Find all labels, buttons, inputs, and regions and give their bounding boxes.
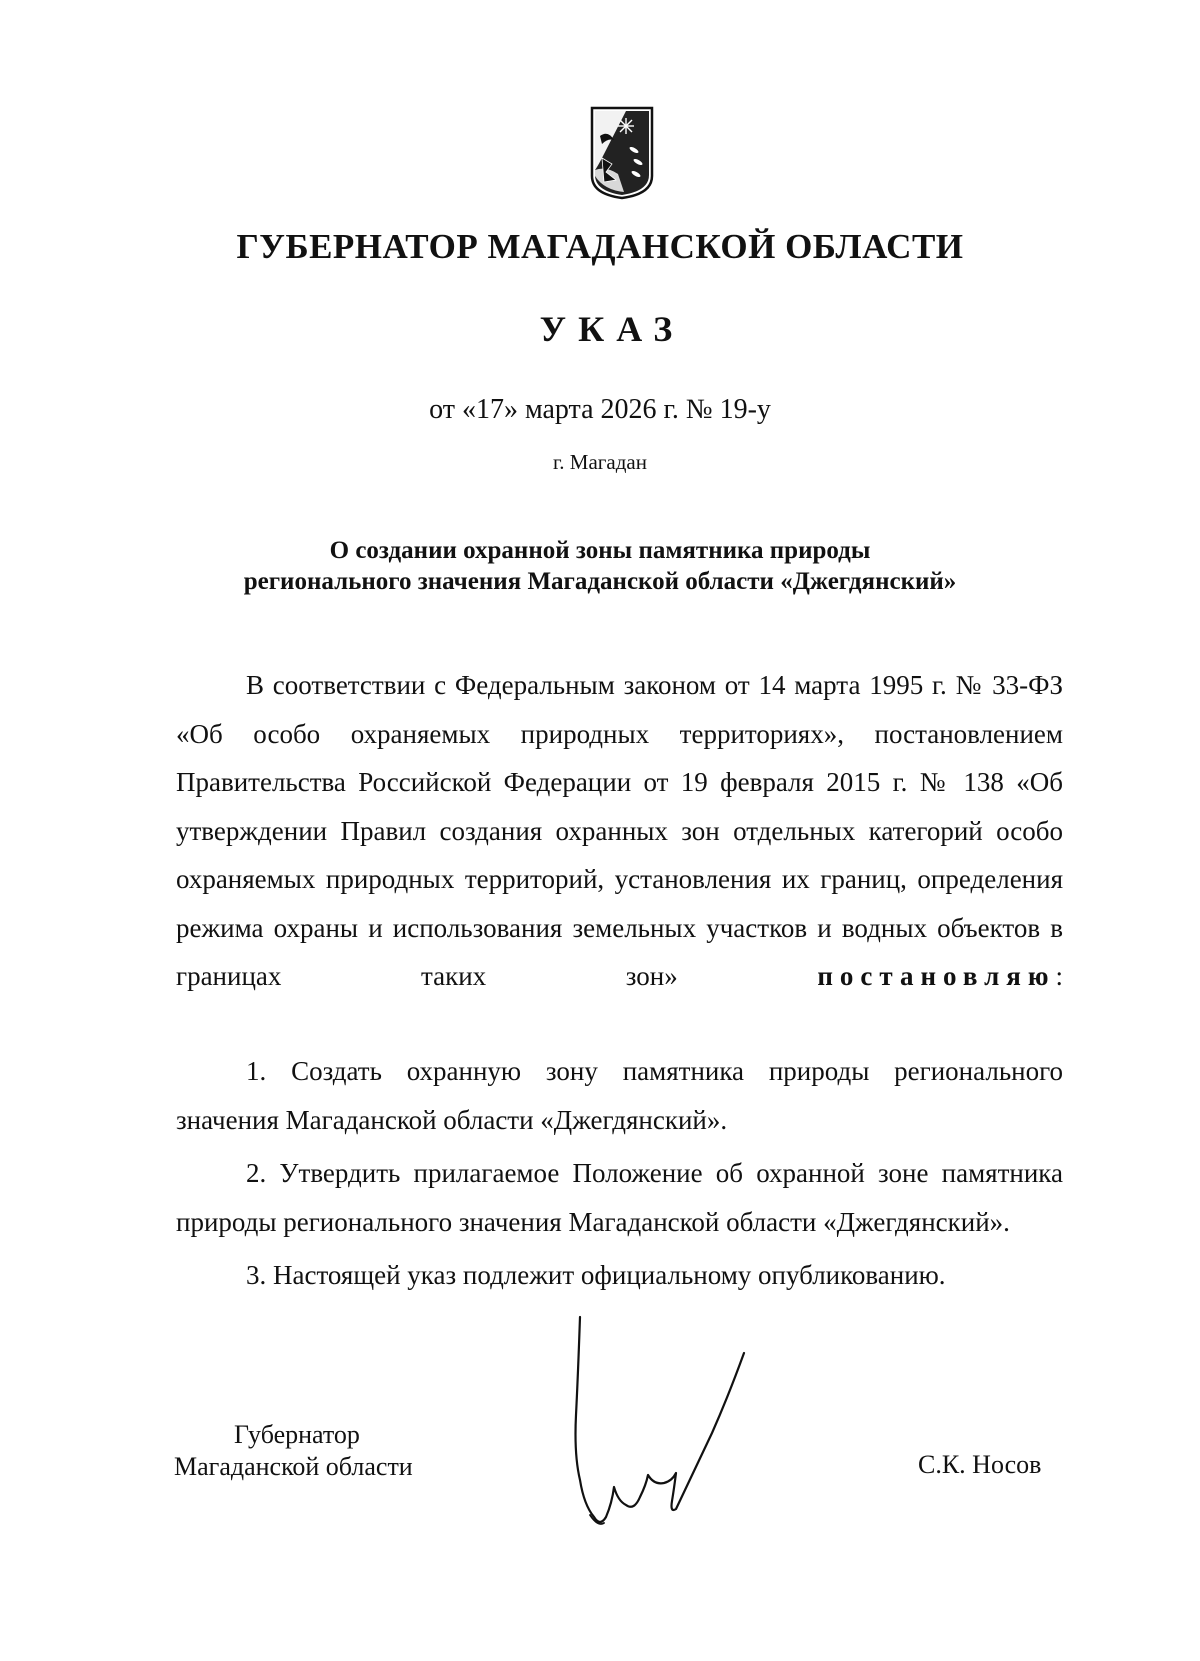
preamble-text: В соответствии с Федеральным законом от 14 марта 1995 г. № 33-ФЗ «Об особо охраняемых природных территориях», постановлением Правительства Российской Федерации от 19 февраля 2015 г. № 138 «Об утверждении Правил создания охранных зон отдельных категорий особо охраняемых природных территорий, установления их границ, определения режима охраны и использования земельных участков и водных объектов в границах таких зон» — [176, 670, 1063, 991]
decree-subject-line: регионального значения Магаданской области «Джегдянский» — [243, 568, 957, 595]
resolve-word: постановляю — [817, 961, 1056, 991]
authority-title: ГУБЕРНАТОР МАГАДАНСКОЙ ОБЛАСТИ — [236, 227, 964, 266]
preamble-block — [176, 661, 1063, 1001]
signatory-position — [174, 1419, 413, 1483]
signer-name: С.К. Носов — [918, 1450, 1042, 1479]
signatory-position-line: Губернатор — [234, 1420, 360, 1449]
decree-place: г. Магадан — [553, 450, 647, 474]
decree-item: 3. Настоящей указ подлежит официальному опубликованию. — [246, 1260, 946, 1290]
decree-items — [176, 1047, 1063, 1305]
coat-of-arms-icon — [590, 106, 654, 200]
resolve-suffix: : — [1055, 961, 1063, 991]
decree-item: 2. Утвердить прилагаемое Положение об охранной зоне памятника природы регионального значения Магаданской области «Джегдянский». — [176, 1158, 1063, 1237]
preamble-paragraph — [176, 661, 1063, 1001]
handwritten-signature-icon — [572, 1305, 802, 1535]
decree-subject-line: О создании охранной зоны памятника природы — [329, 537, 871, 564]
decree-item: 1. Создать охранную зону памятника природы регионального значения Магаданской области «Джегдянский». — [176, 1056, 1063, 1135]
decree-date-number: от «17» марта 2026 г. № 19-у — [429, 394, 771, 425]
decree-subject — [0, 535, 1200, 597]
signatory-position-line: Магаданской области — [174, 1452, 413, 1481]
document-type-title: УКАЗ — [539, 309, 685, 349]
